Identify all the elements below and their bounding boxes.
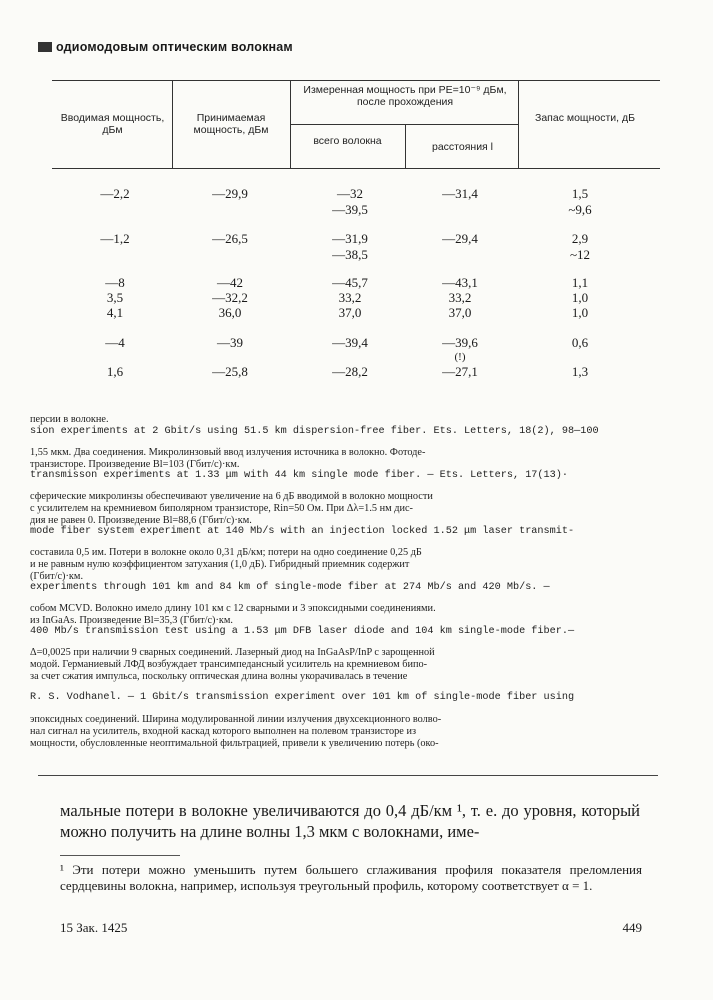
- ref-line: (Гбит/с)·км.: [30, 571, 84, 582]
- ref-line: транзисторе. Произведение Bl=103 (Гбит/с)·км.: [30, 459, 240, 470]
- col-divider: [290, 80, 291, 168]
- caption-text: одиомодовым оптическим волокнам: [56, 40, 293, 54]
- page-number: 449: [622, 920, 642, 935]
- cell-distance: (!): [454, 351, 466, 363]
- cell-distance: —29,4: [442, 231, 478, 246]
- ref-line: нал сигнал на усилитель, входной каскад которого выполнен на полевом транзисторе из: [30, 726, 417, 737]
- smudge-mark: [38, 42, 52, 52]
- ref-line: сферические микролинзы обеспечивают увеличение на 6 дБ вводимой в волокно мощности: [30, 491, 433, 502]
- cell-received: —42: [217, 275, 243, 290]
- ref-line: transmisson experiments at 1.33 μm with 44 km single mode fiber. — Ets. Letters, 17(13)·: [30, 470, 568, 481]
- ref-line: R. S. Vodhanel. — 1 Gbit/s transmission experiment over 101 km of single-mode fiber using: [30, 692, 575, 703]
- cell-input: —2,2: [100, 186, 130, 201]
- cell-received: —39: [217, 335, 243, 350]
- cell-distance: —43,1: [442, 275, 478, 290]
- ref-line: с усилителем на кремниевом биполярном транзисторе, Rin=50 Ом. При Δλ=1.5 нм дис-: [30, 503, 413, 514]
- cell-margin: 0,6: [571, 335, 589, 350]
- table-caption: [38, 40, 293, 54]
- ref-line: за счет сжатия импульса, поскольку оптическая длина волны укорачивалась в течение: [30, 671, 408, 682]
- cell-margin: 1,0: [571, 290, 589, 305]
- header-measured-power: Измеренная мощность при PE=10⁻⁹ дБм, после прохождения: [303, 84, 507, 108]
- ref-line: дия не равен 0. Произведение Bl=88,6 (Гбит/с)·км.: [30, 515, 252, 526]
- ref-line: из InGaAs. Произведение Bl=35,3 (Гбит/с)·км.: [30, 615, 233, 626]
- ref-line: составила 0,5 им. Потери в волокне около 0,31 дБ/км; потери на одно соединение 0,25 дБ: [30, 547, 422, 558]
- ref-line: мощности, обусловленные неоптимальной фильтрацией, привели к увеличению потерь (око-: [30, 738, 439, 749]
- cell-whole: —32: [337, 186, 363, 201]
- ref-line: эпоксидных соединений. Ширина модулированной линии излучения двухсекционного волво-: [30, 714, 442, 725]
- header-distance: расстояния l: [432, 141, 493, 153]
- ref-line: mode fiber system experiment at 140 Mb/s with an injection locked 1.52 μm laser transmit-: [30, 526, 575, 537]
- cell-input: 4,1: [106, 305, 124, 320]
- cell-received: —29,9: [212, 186, 248, 201]
- table-header-rule: [52, 168, 660, 169]
- cell-margin: ~12: [569, 247, 591, 262]
- cell-whole: —38,5: [332, 247, 368, 262]
- ref-line: собом MCVD. Волокно имело длину 101 км с 12 сварными и 3 эпоксидными соединениями.: [30, 603, 436, 614]
- cell-received: —32,2: [212, 290, 248, 305]
- cell-margin: 1,5: [571, 186, 589, 201]
- cell-distance: 37,0: [448, 305, 472, 320]
- cell-received: —26,5: [212, 231, 248, 246]
- cell-received: —25,8: [212, 364, 248, 379]
- header-received-power: Принимаемая мощность, дБм: [193, 112, 269, 136]
- cell-whole: —28,2: [332, 364, 368, 379]
- cell-input: 3,5: [106, 290, 124, 305]
- cell-whole: 33,2: [338, 290, 362, 305]
- cell-received: 36,0: [218, 305, 242, 320]
- header-input-power: Вводимая мощность, дБм: [60, 112, 165, 136]
- header-margin: Запас мощности, дБ: [535, 112, 635, 124]
- cell-distance: 33,2: [448, 290, 472, 305]
- section-divider: [38, 775, 658, 776]
- cell-margin: 1,1: [571, 275, 589, 290]
- ref-line: и не равным нулю коэффициентом затухания (1,0 дБ). Гибридный приемник содержит: [30, 559, 410, 570]
- cell-input: —4: [105, 335, 125, 350]
- cell-whole: —45,7: [332, 275, 368, 290]
- col-divider: [405, 124, 406, 168]
- cell-whole: —39,4: [332, 335, 368, 350]
- table-top-rule: [52, 80, 660, 81]
- cell-margin: 1,3: [571, 364, 589, 379]
- col-divider: [172, 80, 173, 168]
- footnote-rule: [60, 855, 180, 856]
- body-paragraph: мальные потери в волокне увеличиваются до 0,4 дБ/км ¹, т. е. до уровня, который можно получить на длине волны 1,3 мкм с волокнами, име-: [60, 801, 640, 841]
- cell-margin: ~9,6: [568, 202, 592, 217]
- footnote: ¹ Эти потери можно уменьшить путем большего сглаживания профиля показателя преломления сердцевины волокна, например, используя треугольный профиль, которому соответствует α = 1.: [60, 862, 642, 893]
- cell-distance: —39,6: [442, 335, 478, 350]
- ref-line: модой. Германиевый ЛФД возбуждает трансимпедансный усилитель на кремниевом бипо-: [30, 659, 428, 670]
- cell-distance: —31,4: [442, 186, 478, 201]
- cell-whole: —39,5: [332, 202, 368, 217]
- cell-margin: 1,0: [571, 305, 589, 320]
- cell-input: 1,6: [106, 364, 124, 379]
- ref-line: 1,55 мкм. Два соединения. Микролинзовый ввод излучения источника в волокно. Фотоде-: [30, 447, 426, 458]
- col-divider: [518, 80, 519, 168]
- ref-line: Δ=0,0025 при наличии 9 сварных соединений. Лазерный диод на InGaAsP/InP с зарощенной: [30, 647, 435, 658]
- ref-line: experiments through 101 km and 84 km of single-mode fiber at 274 Mb/s and 420 Mb/s. —: [30, 582, 550, 593]
- ref-line: sion experiments at 2 Gbit/s using 51.5 km dispersion-free fiber. Ets. Letters, 18(2), 98—100: [30, 426, 599, 437]
- ref-line: персии в волокне.: [30, 414, 109, 425]
- cell-input: —8: [105, 275, 125, 290]
- cell-input: —1,2: [100, 231, 130, 246]
- cell-distance: —27,1: [442, 364, 478, 379]
- cell-whole: 37,0: [338, 305, 362, 320]
- cell-margin: 2,9: [571, 231, 589, 246]
- printer-mark: 15 Зак. 1425: [60, 920, 128, 935]
- table-subheader-rule: [290, 124, 518, 125]
- header-whole-fiber: всего волокна: [313, 135, 382, 147]
- cell-whole: —31,9: [332, 231, 368, 246]
- ref-line: 400 Mb/s transmission test using a 1.53 μm DFB laser diode and 104 km single-mode fiber.—: [30, 626, 575, 637]
